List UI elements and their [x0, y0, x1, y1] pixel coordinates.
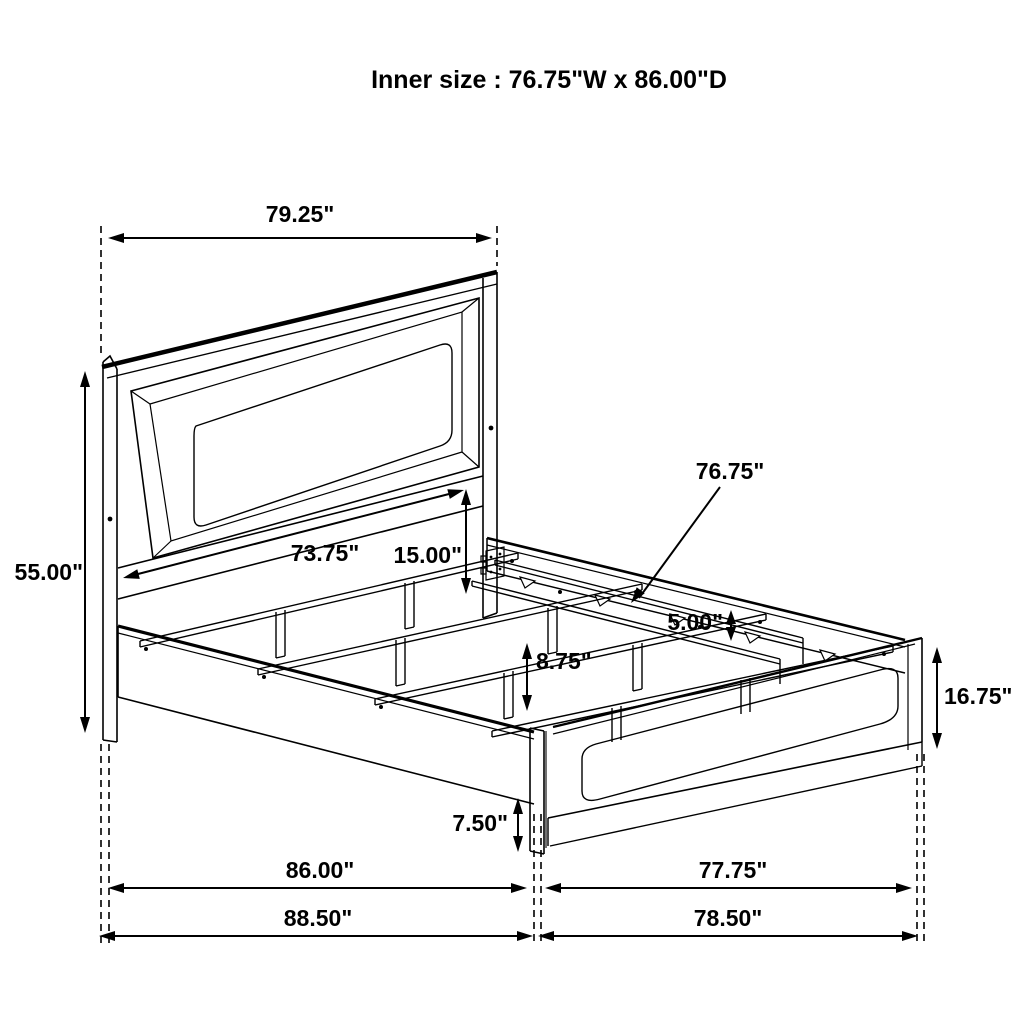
arrowhead — [545, 883, 561, 893]
arrowhead — [896, 883, 912, 893]
dim-label-top-width: 79.25" — [265, 201, 335, 227]
arrowhead — [80, 717, 90, 733]
arrowhead — [108, 883, 124, 893]
dimension-leg-height — [522, 643, 592, 711]
footboard-panel — [582, 669, 898, 801]
dimension-footboard-height — [932, 647, 1012, 749]
dim-label-footboard-height: 16.75" — [944, 683, 1013, 709]
arrowhead — [108, 233, 124, 243]
dimension-footboard-overall-width — [538, 905, 918, 941]
dimension-inner-width — [631, 458, 764, 603]
arrowhead — [726, 610, 736, 624]
dimension-footboard-inner-width — [545, 857, 912, 893]
arrowhead — [511, 883, 527, 893]
headboard-frame — [131, 298, 479, 558]
arrowhead — [522, 643, 532, 659]
arrowhead — [123, 569, 140, 579]
screw-dot — [108, 517, 113, 522]
extension-lines — [101, 226, 924, 946]
arrowhead — [932, 733, 942, 749]
dim-label-inner-depth: 86.00" — [285, 857, 355, 883]
screw-dot — [489, 426, 494, 431]
dimension-side-height — [15, 371, 90, 733]
diagram-title: Inner size : 76.75"W x 86.00"D — [371, 66, 727, 94]
dim-label-footboard-inner-width: 77.75" — [698, 857, 768, 883]
dim-label-footboard-overall-width: 78.50" — [693, 905, 763, 931]
arrowhead — [726, 627, 736, 641]
slat-assembly — [140, 553, 893, 742]
dimension-center-rail-gap — [667, 609, 736, 641]
arrowhead — [517, 931, 533, 941]
dim-label-leg-height: 8.75" — [536, 648, 592, 674]
arrowhead — [932, 647, 942, 663]
arrowhead — [476, 233, 492, 243]
dim-label-rail-floor-clearance: 7.50" — [452, 810, 508, 836]
arrowhead — [461, 578, 471, 594]
footboard-top-edge — [553, 638, 922, 727]
arrowhead — [447, 489, 464, 499]
arrowhead — [513, 836, 523, 852]
dim-label-side-height: 55.00" — [14, 559, 83, 585]
arrowhead — [902, 931, 918, 941]
dimension-overall-depth — [99, 905, 533, 941]
headboard-panel — [194, 344, 452, 526]
dim-label-inner-headboard-width: 73.75" — [290, 540, 360, 566]
headboard-left-post — [103, 356, 117, 742]
dimension-inner-depth — [108, 857, 527, 893]
dim-label-center-rail-gap: 5.00" — [667, 609, 723, 635]
arrowhead — [80, 371, 90, 387]
dimension-rail-floor-clearance — [452, 798, 523, 852]
side-rail-left — [118, 626, 534, 804]
dim-label-inner-width: 76.75" — [695, 458, 765, 484]
slat-screw-dots — [144, 559, 886, 709]
dimension-top-width — [108, 201, 492, 243]
arrowhead — [461, 489, 471, 505]
dim-label-headboard-rail-height: 15.00" — [393, 542, 462, 568]
cross-slat-1 — [140, 553, 518, 658]
footboard-left-post — [530, 728, 544, 854]
arrowhead — [522, 695, 532, 711]
dim-label-overall-depth: 88.50" — [283, 905, 353, 931]
